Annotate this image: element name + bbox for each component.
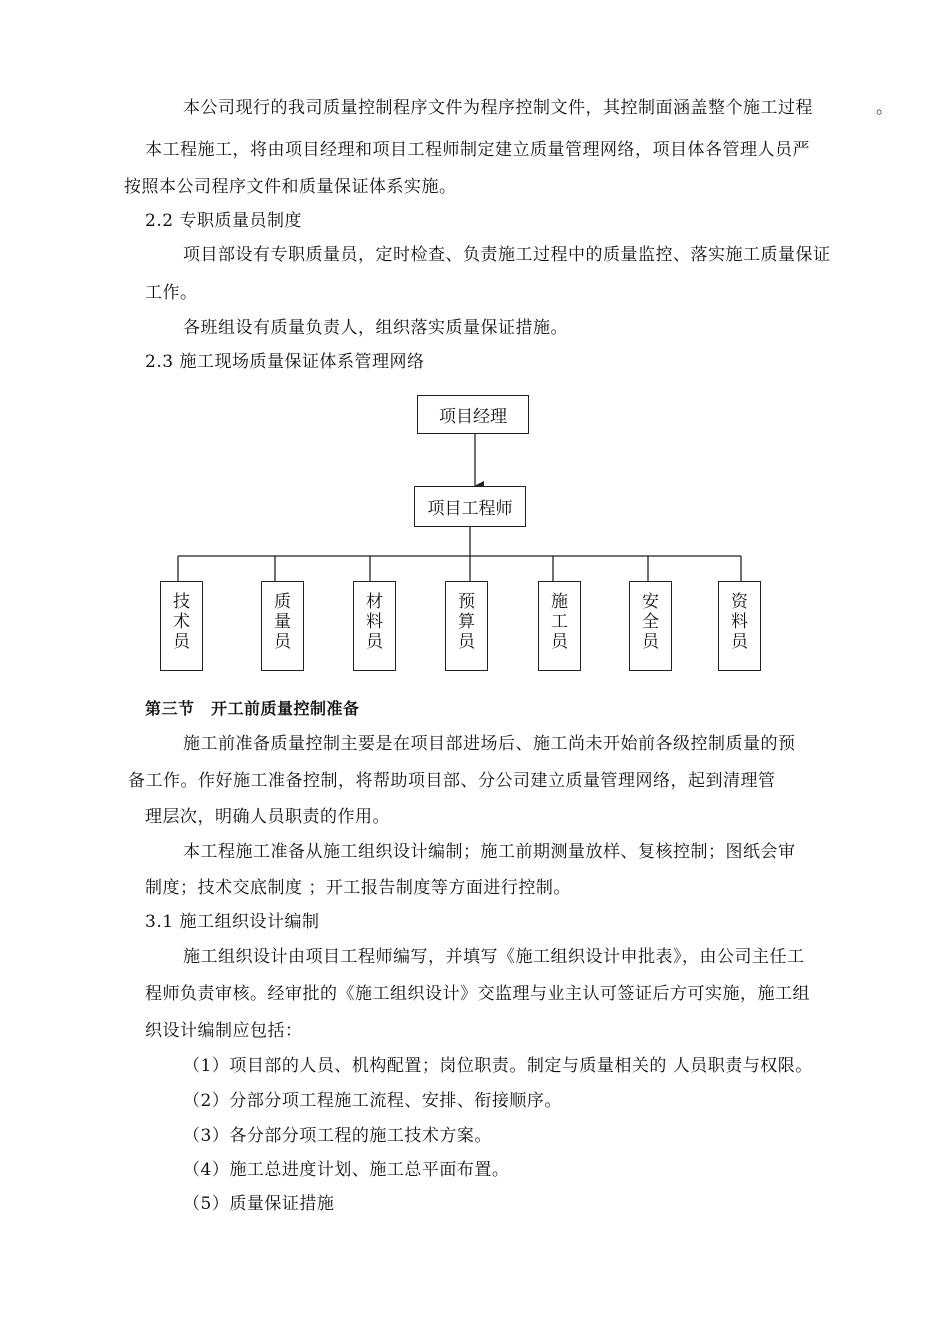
paragraph-line: 按照本公司程序文件和质量保证体系实施。 [124, 177, 457, 197]
paragraph-line: 理层次，明确人员职责的作用。 [145, 807, 390, 827]
paragraph-line: 备工作。作好施工准备控制，将帮助项目部、分公司建立质量管理网络，起到清理管 [128, 771, 776, 791]
list-item: （4）施工总进度计划、施工总平面布置。 [183, 1160, 510, 1180]
org-box-staff [261, 581, 304, 671]
paragraph-line: 施工组织设计由项目工程师编写，并填写《施工组织设计申批表》，由公司主任工 [183, 947, 805, 967]
paragraph-line: 本工程施工，将由项目经理和项目工程师制定建立质量管理网络，项目体各管理人员严 [145, 140, 810, 160]
org-box-staff-label: 技 术 员 [173, 592, 190, 652]
paragraph-line: 本公司现行的我司质量控制程序文件为程序控制文件，其控制面涵盖整个施工过程 [183, 98, 813, 118]
list-item: （5）质量保证措施 [183, 1194, 335, 1214]
paragraph-line: 制度；技术交底制度 ；开工报告制度等方面进行控制。 [145, 878, 571, 898]
org-box-staff-label: 质 量 员 [274, 592, 291, 652]
paragraph-line: 施工前准备质量控制主要是在项目部进场后、施工尚未开始前各级控制质量的预 [183, 734, 796, 754]
org-box-staff [538, 581, 581, 671]
org-box-project-manager: 项目经理 [417, 395, 529, 434]
paragraph-line: 。 [876, 98, 894, 118]
org-box-staff-label: 材 料 员 [366, 592, 383, 652]
paragraph-line: 本工程施工准备从施工组织设计编制；施工前期测量放样、复核控制；图纸会审 [183, 842, 796, 862]
org-box-staff-label: 资 料 员 [731, 592, 748, 652]
list-item: （2）分部分项工程施工流程、安排、衔接顺序。 [183, 1091, 562, 1111]
paragraph-line: 项目部设有专职质量员，定时检查、负责施工过程中的质量监控、落实施工质量保证 [183, 245, 831, 265]
org-box-staff [629, 581, 672, 671]
org-box-staff [718, 581, 761, 671]
section-heading: 2.3 施工现场质量保证体系管理网络 [145, 352, 425, 372]
org-box-project-engineer: 项目工程师 [414, 486, 526, 527]
org-box-staff-label: 预 算 员 [458, 592, 475, 652]
section-heading: 2.2 专职质量员制度 [145, 211, 302, 231]
org-box-staff-label: 施 工 员 [551, 592, 568, 652]
chapter-heading: 第三节 开工前质量控制准备 [145, 699, 360, 718]
list-item: （3）各分部分项工程的施工技术方案。 [183, 1126, 492, 1146]
org-box-staff [445, 581, 488, 671]
org-box-staff-label: 安 全 员 [642, 592, 659, 652]
paragraph-line: 程师负责审核。经审批的《施工组织设计》交监理与业主认可签证后方可实施，施工组 [145, 984, 810, 1004]
org-box-staff [353, 581, 396, 671]
section-heading: 3.1 施工组织设计编制 [145, 912, 320, 932]
paragraph-line: 织设计编制应包括： [145, 1021, 303, 1041]
list-item: （1）项目部的人员、机构配置；岗位职责。制定与质量相关的 人员职责与权限。 [183, 1056, 813, 1076]
org-box-staff [160, 581, 203, 671]
paragraph-line: 工作。 [145, 283, 198, 303]
paragraph-line: 各班组设有质量负责人，组织落实质量保证措施。 [183, 318, 568, 338]
